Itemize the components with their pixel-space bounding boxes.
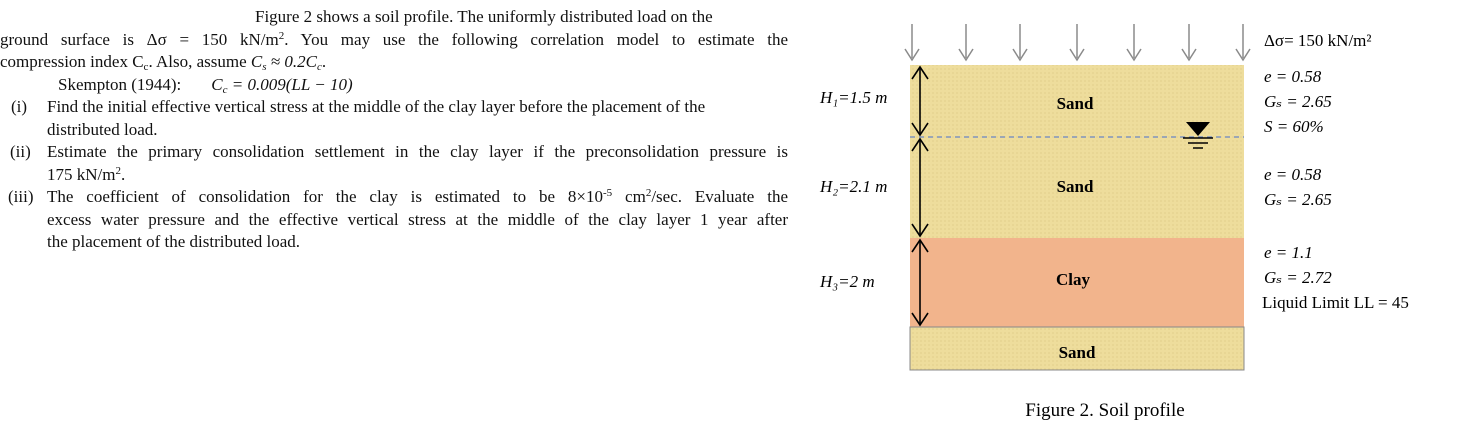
h2-label: H₂=2.1 m [820,177,888,196]
layer-2-name: Sand [1056,177,1094,196]
figure-caption: Figure 2. Soil profile [1025,400,1185,421]
layer-3-prop-ll: Liquid Limit LL = 45 [1262,293,1409,312]
h1-label: H₁=1.5 m [820,88,888,107]
layer-3-prop-gs: Gₛ = 2.72 [1264,268,1332,287]
load-arrow [1182,24,1196,60]
load-arrow [1236,24,1250,60]
layer-3-name: Clay [1056,270,1090,289]
layer-1-name: Sand [1056,94,1094,113]
intro-line-2: ground surface is Δσ = 150 $kN/m^2$. You may use the following correlation model to estimate the [0,29,788,49]
load-arrow [1070,24,1084,60]
intro-line-1: Figure 2 shows a soil profile. The uniformly distributed load on the [255,7,713,26]
load-arrow [905,24,919,60]
layer-2-prop-gs: Gₛ = 2.65 [1264,190,1332,209]
load-arrow [1013,24,1027,60]
load-arrows [905,24,1250,60]
h3-label: H₃=2 m [820,272,875,291]
intro-line-3: compression index $C_c$. Also, assume $C_s \approx 0.2C_c$. [0,52,327,73]
skempton-label: Skempton (1944): [58,74,182,94]
layer-1-prop-s: S = 60% [1264,117,1324,136]
load-arrow [1127,24,1141,60]
question-2: (ii) Estimate the primary consolidation settlement in the clay layer if the preconsolidation pressure is 175 $kN/m^2$. [10,142,788,184]
load-label: Δσ= 150 kN/m² [1264,31,1372,50]
skempton-formula: $C_c = 0.009(LL - 10)$ [211,74,353,96]
layer-1-prop-e: e = 0.58 [1264,67,1322,86]
layer-1-prop-gs: Gₛ = 2.65 [1264,92,1332,111]
layer-2-prop-e: e = 0.58 [1264,165,1322,184]
layer-3-prop-e: e = 1.1 [1264,243,1313,262]
layer-4-name: Sand [1058,343,1096,362]
question-1: (i) Find the initial effective vertical stress at the middle of the clay layer before the placement of the distributed load. [11,97,706,139]
question-3: (iii) The coefficient of consolidation for the clay is estimated to be $8\times 10^{-5}$ $cm^2/\sec$. Evaluate the excess water pressure and the effective vertical stress at the middle of the clay layer 1 year after the placement of the distributed load. [8,187,788,251]
load-arrow [959,24,973,60]
